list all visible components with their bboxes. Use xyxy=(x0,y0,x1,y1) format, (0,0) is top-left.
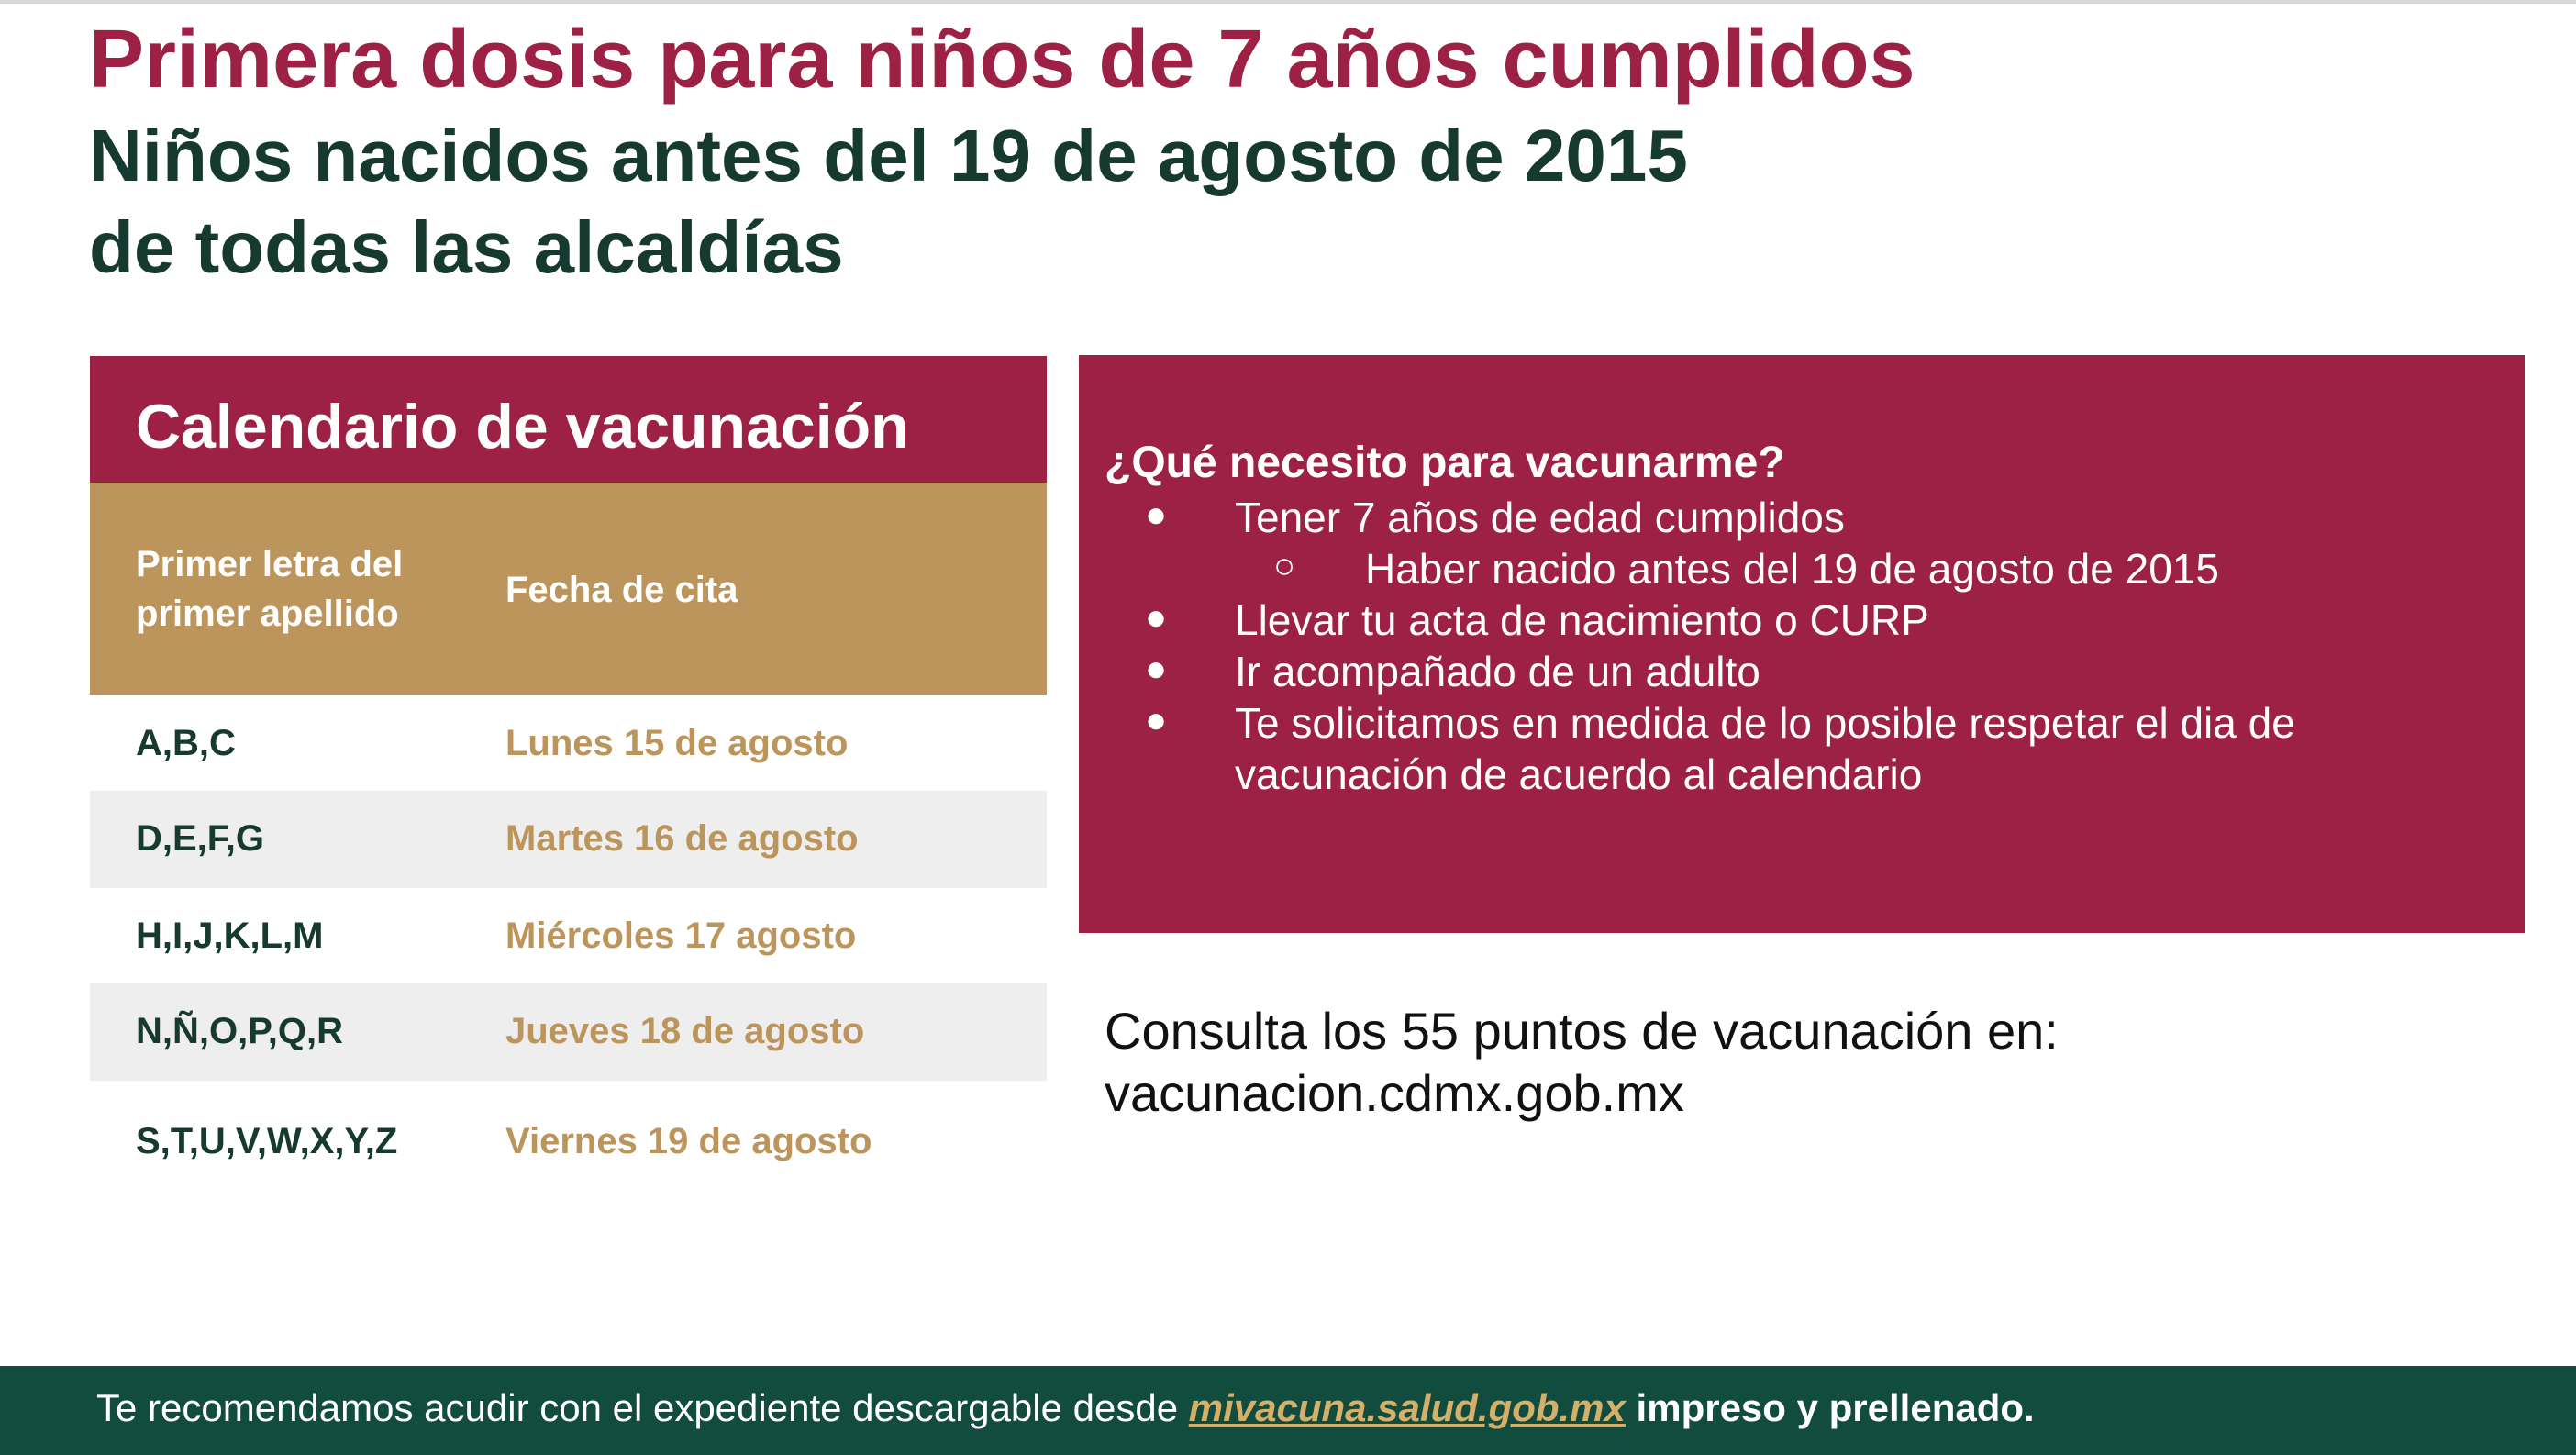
calendar-title: Calendario de vacunación xyxy=(90,356,1047,483)
requirements-box xyxy=(1079,355,2525,933)
requirement-sub-item: Haber nacido antes del 19 de agosto de 2015 xyxy=(1365,545,2219,593)
subtitle-line-1: Niños nacidos antes del 19 de agosto de 2015 xyxy=(89,115,1688,196)
consulta-line-1: Consulta los 55 puntos de vacunación en: xyxy=(1105,1002,2059,1060)
table-row xyxy=(90,695,1047,791)
column-header-letter xyxy=(136,539,484,639)
footer-bar xyxy=(0,1366,2576,1455)
consulta-url[interactable]: vacunacion.cdmx.gob.mx xyxy=(1105,1064,1684,1122)
bullet-icon: ● xyxy=(1145,597,1168,638)
row-letters: N,Ñ,O,P,Q,R xyxy=(136,1011,343,1051)
bullet-icon: ● xyxy=(1145,494,1168,535)
page-title: Primera dosis para niños de 7 años cumplidos xyxy=(89,14,1915,106)
requirements-title: ¿Qué necesito para vacunarme? xyxy=(1105,439,1785,487)
requirement-item: Ir acompañado de un adulto xyxy=(1235,648,1760,695)
footer-link[interactable]: mivacuna.salud.gob.mx xyxy=(1188,1386,1626,1429)
column-header-date: Fecha de cita xyxy=(505,570,738,610)
row-letters: H,I,J,K,L,M xyxy=(136,916,324,956)
requirement-item: Te solicitamos en medida de lo posible respetar el dia de xyxy=(1235,699,2295,747)
subtitle-line-2: de todas las alcaldías xyxy=(89,206,844,288)
bullet-icon: ● xyxy=(1145,700,1168,740)
row-date: Miércoles 17 agosto xyxy=(505,916,857,956)
row-date: Jueves 18 de agosto xyxy=(505,1011,865,1051)
row-date: Martes 16 de agosto xyxy=(505,818,859,859)
row-letters: A,B,C xyxy=(136,723,236,763)
footer-text-before: Te recomendamos acudir con el expediente descargable desde xyxy=(96,1386,1189,1429)
requirement-item: Llevar tu acta de nacimiento o CURP xyxy=(1235,596,1929,644)
calendar-column-header xyxy=(90,483,1047,695)
row-letters: S,T,U,V,W,X,Y,Z xyxy=(136,1121,398,1161)
table-row xyxy=(90,983,1047,1081)
row-date: Lunes 15 de agosto xyxy=(505,723,849,763)
column-header-letter-line-1: Primer letra del xyxy=(136,544,404,584)
footer-text-after: impreso y prellenado. xyxy=(1625,1386,2035,1429)
column-header-letter-line-2: primer apellido xyxy=(136,594,399,634)
requirement-item: Tener 7 años de edad cumplidos xyxy=(1235,494,1845,541)
requirement-item-continuation: vacunación de acuerdo al calendario xyxy=(1235,750,1923,798)
consulta-text xyxy=(1105,1000,2059,1125)
page-subtitle xyxy=(89,110,1688,294)
table-row xyxy=(90,791,1047,888)
table-row xyxy=(90,1081,1047,1209)
footer-text xyxy=(96,1383,2035,1434)
row-letters: D,E,F,G xyxy=(136,818,265,859)
table-row xyxy=(90,888,1047,983)
top-rule xyxy=(0,0,2576,4)
row-date: Viernes 19 de agosto xyxy=(505,1121,872,1161)
bullet-icon: ● xyxy=(1145,649,1168,689)
sub-bullet-icon: ○ xyxy=(1273,546,1296,586)
